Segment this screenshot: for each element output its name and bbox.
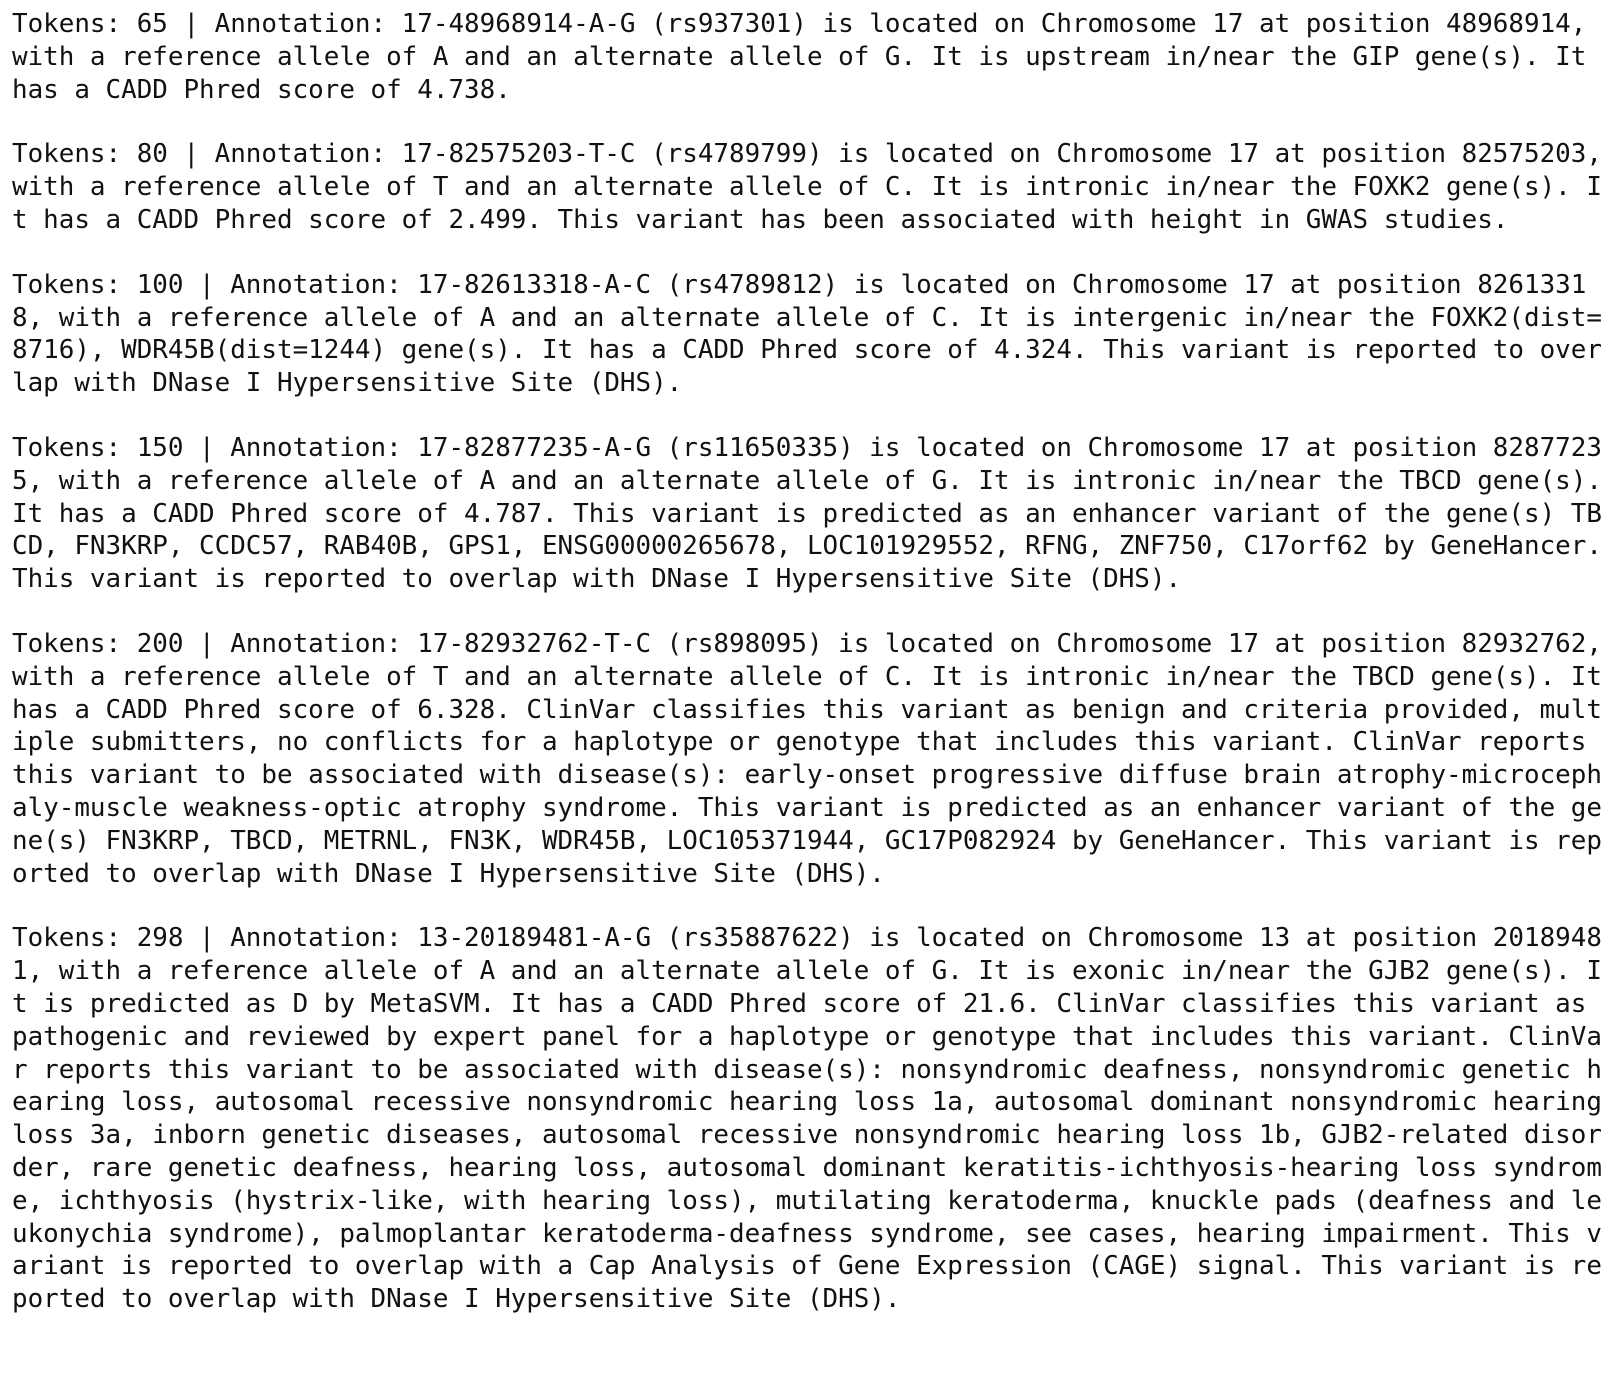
text-line: ariant is reported to overlap with a Cap Analysis of Gene Expression (CAGE) signal. This variant is re <box>12 1251 1602 1282</box>
annotation-entry-80 <box>12 138 1624 236</box>
text-line: aly-muscle weakness-optic atrophy syndrome. This variant is predicted as an enhancer variant of the ge <box>12 792 1602 823</box>
text-line: lap with DNase I Hypersensitive Site (DHS). <box>12 368 683 399</box>
text-line: Tokens: 150 | Annotation: 17-82877235-A-G (rs11650335) is located on Chromosome 17 at position 8287723 <box>12 432 1602 463</box>
text-line: loss 3a, inborn genetic diseases, autosomal recessive nonsyndromic hearing loss 1b, GJB2-related disor <box>12 1120 1602 1151</box>
text-line: r reports this variant to be associated with disease(s): nonsyndromic deafness, nonsyndromic genetic h <box>12 1054 1602 1085</box>
text-line: earing loss, autosomal recessive nonsyndromic hearing loss 1a, autosomal dominant nonsyndromic hearing <box>12 1087 1602 1118</box>
text-line: ported to overlap with DNase I Hypersensitive Site (DHS). <box>12 1284 901 1315</box>
annotation-entry-298 <box>12 922 1624 1316</box>
text-line: ne(s) FN3KRP, TBCD, METRNL, FN3K, WDR45B, LOC105371944, GC17P082924 by GeneHancer. This variant is rep <box>12 825 1602 856</box>
text-line: ukonychia syndrome), palmoplantar keratoderma-deafness syndrome, see cases, hearing impairment. This v <box>12 1218 1602 1249</box>
text-line: CD, FN3KRP, CCDC57, RAB40B, GPS1, ENSG00000265678, LOC101929552, RFNG, ZNF750, C17orf62 by GeneHancer. <box>12 531 1602 562</box>
text-line: with a reference allele of T and an alternate allele of C. It is intronic in/near the FOXK2 gene(s). I <box>12 172 1602 203</box>
text-line: 8716), WDR45B(dist=1244) gene(s). It has a CADD Phred score of 4.324. This variant is reported to over <box>12 335 1602 366</box>
text-line: 5, with a reference allele of A and an alternate allele of G. It is intronic in/near the TBCD gene(s). <box>12 465 1602 496</box>
text-line: Tokens: 298 | Annotation: 13-20189481-A-G (rs35887622) is located on Chromosome 13 at position 2018948 <box>12 923 1602 954</box>
text-line: Tokens: 65 | Annotation: 17-48968914-A-G (rs937301) is located on Chromosome 17 at position 48968914, <box>12 9 1587 39</box>
text-line: has a CADD Phred score of 6.328. ClinVar classifies this variant as benign and criteria provided, mult <box>12 694 1602 725</box>
text-line: pathogenic and reviewed by expert panel for a haplotype or genotype that includes this variant. ClinVa <box>12 1021 1602 1052</box>
text-line: Tokens: 80 | Annotation: 17-82575203-T-C (rs4789799) is located on Chromosome 17 at position 82575203, <box>12 139 1602 170</box>
text-line: This variant is reported to overlap with DNase I Hypersensitive Site (DHS). <box>12 564 1182 595</box>
text-line: Tokens: 200 | Annotation: 17-82932762-T-C (rs898095) is located on Chromosome 17 at position 82932762, <box>12 628 1602 659</box>
text-line: t has a CADD Phred score of 2.499. This variant has been associated with height in GWAS studies. <box>12 204 1509 235</box>
text-line: iple submitters, no conflicts for a haplotype or genotype that includes this variant. ClinVar reports <box>12 727 1587 758</box>
annotation-entry-200 <box>12 628 1624 890</box>
text-line: Tokens: 100 | Annotation: 17-82613318-A-C (rs4789812) is located on Chromosome 17 at position 8261331 <box>12 269 1587 300</box>
text-line: e, ichthyosis (hystrix-like, with hearing loss), mutilating keratoderma, knuckle pads (deafness and le <box>12 1185 1602 1216</box>
text-line: orted to overlap with DNase I Hypersensitive Site (DHS). <box>12 858 885 889</box>
text-line: with a reference allele of T and an alternate allele of C. It is intronic in/near the TBCD gene(s). It <box>12 661 1602 692</box>
text-line: 8, with a reference allele of A and an alternate allele of C. It is intergenic in/near the FOXK2(dist= <box>12 302 1602 333</box>
text-line: with a reference allele of A and an alternate allele of G. It is upstream in/near the GIP gene(s). It <box>12 41 1587 72</box>
text-line: It has a CADD Phred score of 4.787. This variant is predicted as an enhancer variant of the gene(s) TB <box>12 498 1602 529</box>
annotation-entry-65 <box>12 8 1624 106</box>
annotation-entry-150 <box>12 432 1624 596</box>
annotation-entry-100 <box>12 269 1624 400</box>
text-line: t is predicted as D by MetaSVM. It has a CADD Phred score of 21.6. ClinVar classifies this variant as <box>12 988 1587 1019</box>
text-line: 1, with a reference allele of A and an alternate allele of G. It is exonic in/near the GJB2 gene(s). I <box>12 956 1602 987</box>
text-line: this variant to be associated with disease(s): early-onset progressive diffuse brain atrophy-microceph <box>12 760 1602 791</box>
text-line: has a CADD Phred score of 4.738. <box>12 74 511 105</box>
text-line: der, rare genetic deafness, hearing loss, autosomal dominant keratitis-ichthyosis-hearing loss syndrom <box>12 1152 1602 1183</box>
